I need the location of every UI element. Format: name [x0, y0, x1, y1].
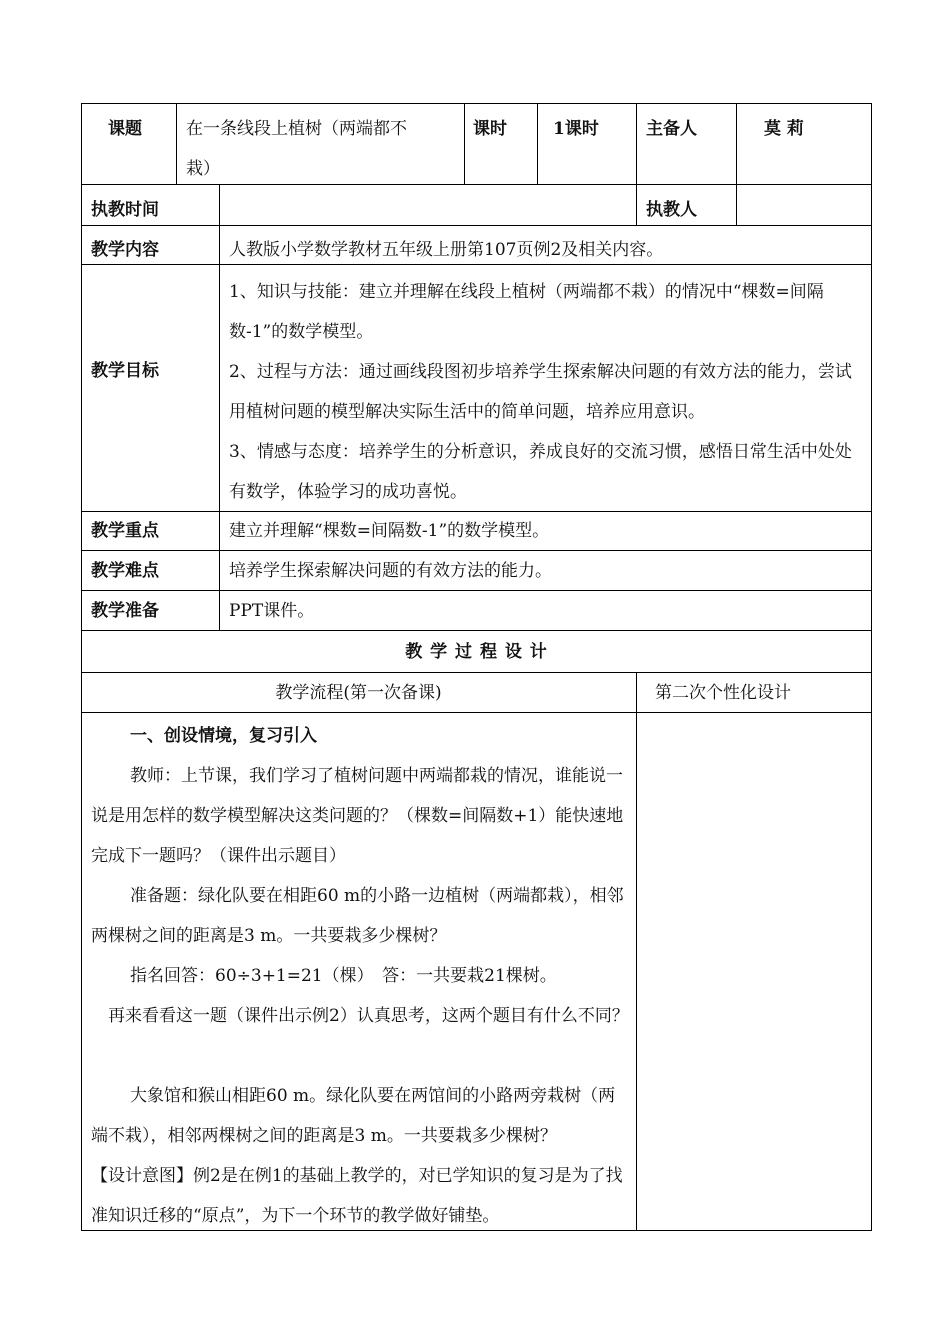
period-label: 课时 [473, 119, 507, 139]
rule-row3 [81, 264, 872, 265]
rule-right [871, 103, 872, 1231]
difficulty-value: 培养学生探索解决问题的有效方法的能力。 [229, 561, 552, 581]
process-col-right-header: 第二次个性化设计 [655, 683, 791, 703]
process-paragraph-1: 教师：上节课，我们学习了植树问题中两端都栽的情况，谁能说一说是用怎样的数学模型解决这类问题的？（棵数=间隔数+1）能快速地完成下一题吗？（课件出示题目） [91, 766, 624, 866]
rule-h-c2 [464, 103, 465, 184]
goals-label: 教学目标 [91, 361, 159, 381]
topic-label: 课题 [108, 119, 142, 139]
rule-h-c4 [636, 103, 637, 225]
goal-item-2: 2、过程与方法：通过画线段图初步培养学生探索解决问题的有效方法的能力，尝试用植树问题的模型解决实际生活中的简单问题，培养应用意识。 [229, 362, 852, 422]
topic-value-line2: 栽） [186, 159, 220, 179]
rule-label-col [219, 184, 220, 630]
rule-row8 [81, 672, 872, 673]
section-heading: 一、创设情境，复习引入 [130, 726, 317, 746]
process-title: 教 学 过 程 设 计 [405, 642, 548, 662]
preparer-value: 莫 莉 [764, 119, 804, 139]
rule-process-col [636, 672, 637, 1230]
rule-h-c5 [736, 103, 737, 225]
content-label: 教学内容 [91, 240, 159, 260]
content-value: 人教版小学数学教材五年级上册第107页例2及相关内容。 [229, 240, 664, 260]
rule-left [81, 103, 82, 1231]
rule-row7 [81, 630, 872, 631]
goal-item-1: 1、知识与技能：建立并理解在线段上植树（两端都不栽）的情况中“棵数=间隔数-1”的数学模型。 [229, 282, 824, 342]
goal-item-3: 3、情感与态度：培养学生的分析意识，养成良好的交流习惯，感悟日常生活中处处有数学，体验学习的成功喜悦。 [229, 442, 852, 502]
rule-top [81, 103, 872, 104]
process-paragraph-4: 再来看看这一题（课件出示例2）认真思考，这两个题目有什么不同？ [108, 1006, 629, 1026]
design-intent-paragraph: 【设计意图】例2是在例1的基础上教学的，对已学知识的复习是为了找准知识迁移的“原点”，为下一个环节的教学做好铺垫。 [91, 1166, 623, 1226]
process-paragraph-5: 大象馆和猴山相距60 m。绿化队要在两馆间的小路两旁栽树（两端不栽），相邻两棵树之间的距离是3 m。一共要栽多少棵树？ [91, 1086, 616, 1146]
rule-row5 [81, 550, 872, 551]
rule-row9 [81, 712, 872, 713]
prep-value: PPT课件。 [229, 601, 315, 621]
key-point-label: 教学重点 [91, 521, 159, 541]
process-col-left-header: 教学流程(第一次备课) [275, 683, 442, 703]
key-point-value: 建立并理解“棵数=间隔数-1”的数学模型。 [229, 521, 550, 541]
process-paragraph-3: 指名回答：60÷3+1=21（棵） 答：一共要栽21棵树。 [130, 966, 557, 986]
process-paragraph-2: 准备题：绿化队要在相距60 m的小路一边植树（两端都栽），相邻两棵树之间的距离是3 m。一共要栽多少棵树？ [91, 886, 624, 946]
rule-row1 [81, 184, 872, 185]
rule-h-c1 [176, 103, 177, 184]
rule-row2 [81, 225, 872, 226]
teach-time-label: 执教时间 [91, 200, 159, 220]
prep-label: 教学准备 [91, 601, 159, 621]
preparer-label: 主备人 [646, 119, 697, 139]
rule-h-c3 [537, 103, 538, 184]
period-value: 1课时 [553, 119, 599, 139]
difficulty-label: 教学难点 [91, 561, 159, 581]
topic-value-line1: 在一条线段上植树（两端都不 [186, 119, 407, 139]
rule-row6 [81, 590, 872, 591]
teacher-label: 执教人 [646, 200, 697, 220]
